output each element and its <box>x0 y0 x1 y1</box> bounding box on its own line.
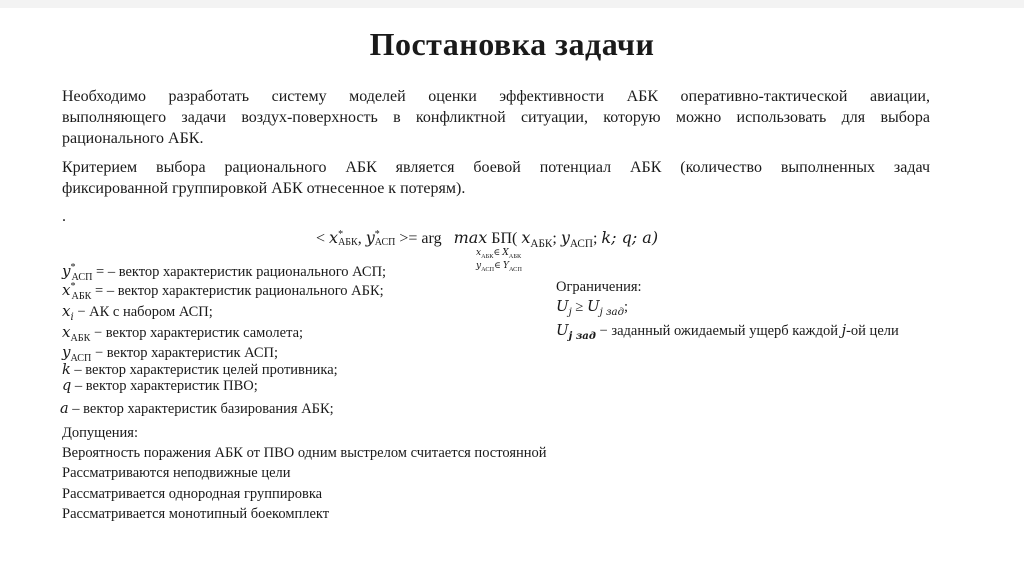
criterion-paragraph <box>62 157 930 199</box>
dot-marker: . <box>62 208 66 225</box>
definition-a: a – вектор характеристик базирования АБК; <box>60 401 334 417</box>
assumption-item: Рассматривается однородная группировка <box>62 486 323 502</box>
definition-x-abk: $x_{АБК}$ − вектор характеристик самолета; <box>62 323 304 344</box>
definition-x-i: $x_i$ − АК с набором АСП; <box>62 302 213 323</box>
constraint-inequality: $U_j \ge U_{j зад}$; <box>556 297 629 318</box>
intro-paragraph <box>62 86 930 149</box>
intro-line: Необходимо разработать систему моделей оценки эффективности АБК оперативно-тактической авиации, <box>62 88 930 105</box>
max-condition-abk: $x_{АБК}\in$ $X_{АБК}$ <box>476 247 522 260</box>
page-title: Постановка задачи <box>369 26 655 62</box>
intro-line: выполняющего задачи воздух-поверхность в конфликтной ситуации, которую можно использовать для выбора <box>62 109 930 126</box>
definition-k: k – вектор характеристик целей противника; <box>62 362 338 378</box>
max-condition-asp: $y_{АСП}\in$ $Y_{АСП}$ <box>476 260 522 273</box>
slide-top-bar <box>0 0 1024 8</box>
intro-line: рационального АБК. <box>62 130 204 147</box>
definition-y-star: $y^*_{АСП}$ = – вектор характеристик рационального АСП; <box>62 262 387 283</box>
definition-y-asp: $y_{АСП}$ − вектор характеристик АСП; <box>62 343 279 364</box>
criterion-line: фиксированной группировкой АБК отнесенное к потерям). <box>62 180 466 197</box>
assumption-item: Рассматриваются неподвижные цели <box>62 465 291 481</box>
assumption-item: Вероятность поражения АБК от ПВО одним выстрелом считается постоянной <box>62 445 547 461</box>
definition-q: q – вектор характеристик ПВО; <box>62 378 258 394</box>
assumptions-heading: Допущения: <box>62 425 138 441</box>
definition-x-star: $x^*_{АБК}$ = – вектор характеристик рационального АБК; <box>62 281 384 302</box>
constraint-description: $U_{j зад}$ − заданный ожидаемый ущерб каждой j-ой цели <box>556 321 899 342</box>
criterion-line: Критерием выбора рационального АБК является боевой потенциал АБК (количество выполненных задач <box>62 159 930 176</box>
constraints-heading: Ограничения: <box>556 279 642 295</box>
assumption-item: Рассматривается монотипный боекомплект <box>62 506 330 522</box>
optimization-formula: < x * АБК , y * АСП >= arg max БП( $x_{АБК}$; $y_{АСП}$; k; q; a) <box>316 228 659 251</box>
